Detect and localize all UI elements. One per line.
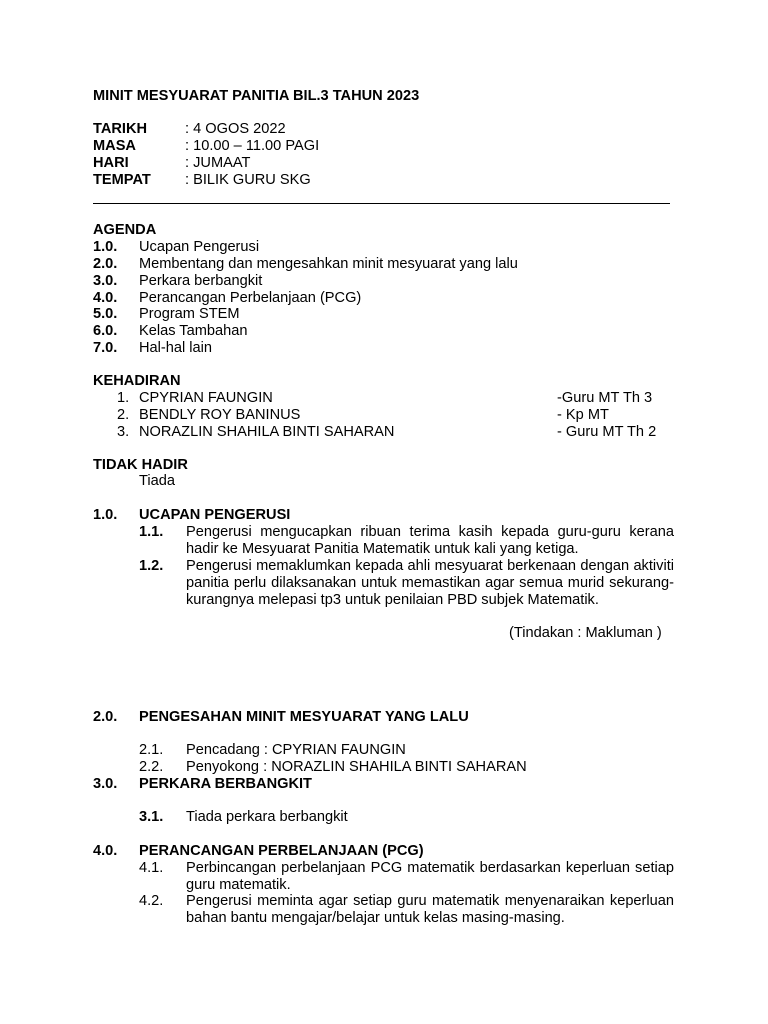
attendee-name: BENDLY ROY BANINUS bbox=[139, 407, 301, 423]
item-text: Pencadang : CPYRIAN FAUNGIN bbox=[186, 742, 406, 758]
agenda-heading: AGENDA bbox=[93, 222, 157, 238]
meta-value-tarikh: : 4 OGOS 2022 bbox=[185, 121, 286, 137]
attendee-name: CPYRIAN FAUNGIN bbox=[139, 390, 273, 406]
section-heading: PERKARA BERBANGKIT bbox=[139, 776, 312, 792]
item-text: Pengerusi meminta agar setiap guru matematik menyenaraikan keperluan bahan bantu mengajar/belajar untuk kelas masing-masing. bbox=[186, 893, 674, 926]
divider-line bbox=[93, 203, 670, 204]
item-number: 3.1. bbox=[139, 809, 164, 825]
section-number: 2.0. bbox=[93, 709, 118, 725]
attendee-role: - Guru MT Th 2 bbox=[557, 424, 657, 440]
meta-value-tempat: : BILIK GURU SKG bbox=[185, 172, 311, 188]
item-number: 2.2. bbox=[139, 759, 164, 775]
meta-value-hari: : JUMAAT bbox=[185, 155, 251, 171]
agenda-item-num: 4.0. bbox=[93, 290, 118, 306]
agenda-item-num: 1.0. bbox=[93, 239, 118, 255]
item-number: 2.1. bbox=[139, 742, 164, 758]
section-number: 3.0. bbox=[93, 776, 118, 792]
agenda-item-num: 6.0. bbox=[93, 323, 118, 339]
section-number: 1.0. bbox=[93, 507, 118, 523]
item-text: Tiada perkara berbangkit bbox=[186, 809, 348, 825]
section-number: 4.0. bbox=[93, 843, 118, 859]
agenda-item-text: Program STEM bbox=[139, 306, 240, 322]
attendee-name: NORAZLIN SHAHILA BINTI SAHARAN bbox=[139, 424, 395, 440]
agenda-item-num: 2.0. bbox=[93, 256, 118, 272]
agenda-item-text: Perancangan Perbelanjaan (PCG) bbox=[139, 290, 362, 306]
kehadiran-heading: KEHADIRAN bbox=[93, 373, 181, 389]
agenda-item-text: Hal-hal lain bbox=[139, 340, 213, 356]
item-text: Penyokong : NORAZLIN SHAHILA BINTI SAHARAN bbox=[186, 759, 527, 775]
item-number: 1.1. bbox=[139, 524, 164, 540]
agenda-item-num: 7.0. bbox=[93, 340, 118, 356]
agenda-item-text: Membentang dan mengesahkan minit mesyuarat yang lalu bbox=[139, 256, 518, 272]
tindakan-note: (Tindakan : Makluman ) bbox=[509, 625, 662, 641]
meta-label-tarikh: TARIKH bbox=[93, 121, 148, 137]
attendee-num: 3. bbox=[117, 424, 130, 440]
item-number: 1.2. bbox=[139, 558, 164, 574]
item-number: 4.2. bbox=[139, 893, 164, 909]
item-text: Pengerusi mengucapkan ribuan terima kasih kepada guru-guru kerana hadir ke Mesyuarat Panitia Matematik untuk kali yang ketiga. bbox=[186, 524, 674, 557]
meta-value-masa: : 10.00 – 11.00 PAGI bbox=[185, 138, 320, 154]
tidak-hadir-text: Tiada bbox=[139, 473, 175, 489]
attendee-role: - Kp MT bbox=[557, 407, 609, 423]
attendee-num: 1. bbox=[117, 390, 130, 406]
section-heading: PENGESAHAN MINIT MESYUARAT YANG LALU bbox=[139, 709, 469, 725]
document-title: MINIT MESYUARAT PANITIA BIL.3 TAHUN 2023 bbox=[93, 88, 420, 104]
section-heading: PERANCANGAN PERBELANJAAN (PCG) bbox=[139, 843, 424, 859]
attendee-num: 2. bbox=[117, 407, 130, 423]
agenda-item-num: 3.0. bbox=[93, 273, 118, 289]
attendee-role: -Guru MT Th 3 bbox=[557, 390, 653, 406]
agenda-item-num: 5.0. bbox=[93, 306, 118, 322]
meta-label-tempat: TEMPAT bbox=[93, 172, 151, 188]
agenda-item-text: Kelas Tambahan bbox=[139, 323, 248, 339]
section-heading: UCAPAN PENGERUSI bbox=[139, 507, 291, 523]
agenda-item-text: Ucapan Pengerusi bbox=[139, 239, 260, 255]
meta-label-hari: HARI bbox=[93, 155, 129, 171]
meta-label-masa: MASA bbox=[93, 138, 136, 154]
item-text: Perbincangan perbelanjaan PCG matematik berdasarkan keperluan setiap guru matematik. bbox=[186, 860, 674, 893]
item-number: 4.1. bbox=[139, 860, 164, 876]
item-text: Pengerusi memaklumkan kepada ahli mesyuarat berkenaan dengan aktiviti panitia perlu dilaksanakan untuk memastikan agar semua murid sekurang-kurangnya melepasi tp3 untuk penilaian PBD subjek Matematik. bbox=[186, 558, 674, 608]
agenda-item-text: Perkara berbangkit bbox=[139, 273, 263, 289]
tidak-hadir-heading: TIDAK HADIR bbox=[93, 457, 188, 473]
